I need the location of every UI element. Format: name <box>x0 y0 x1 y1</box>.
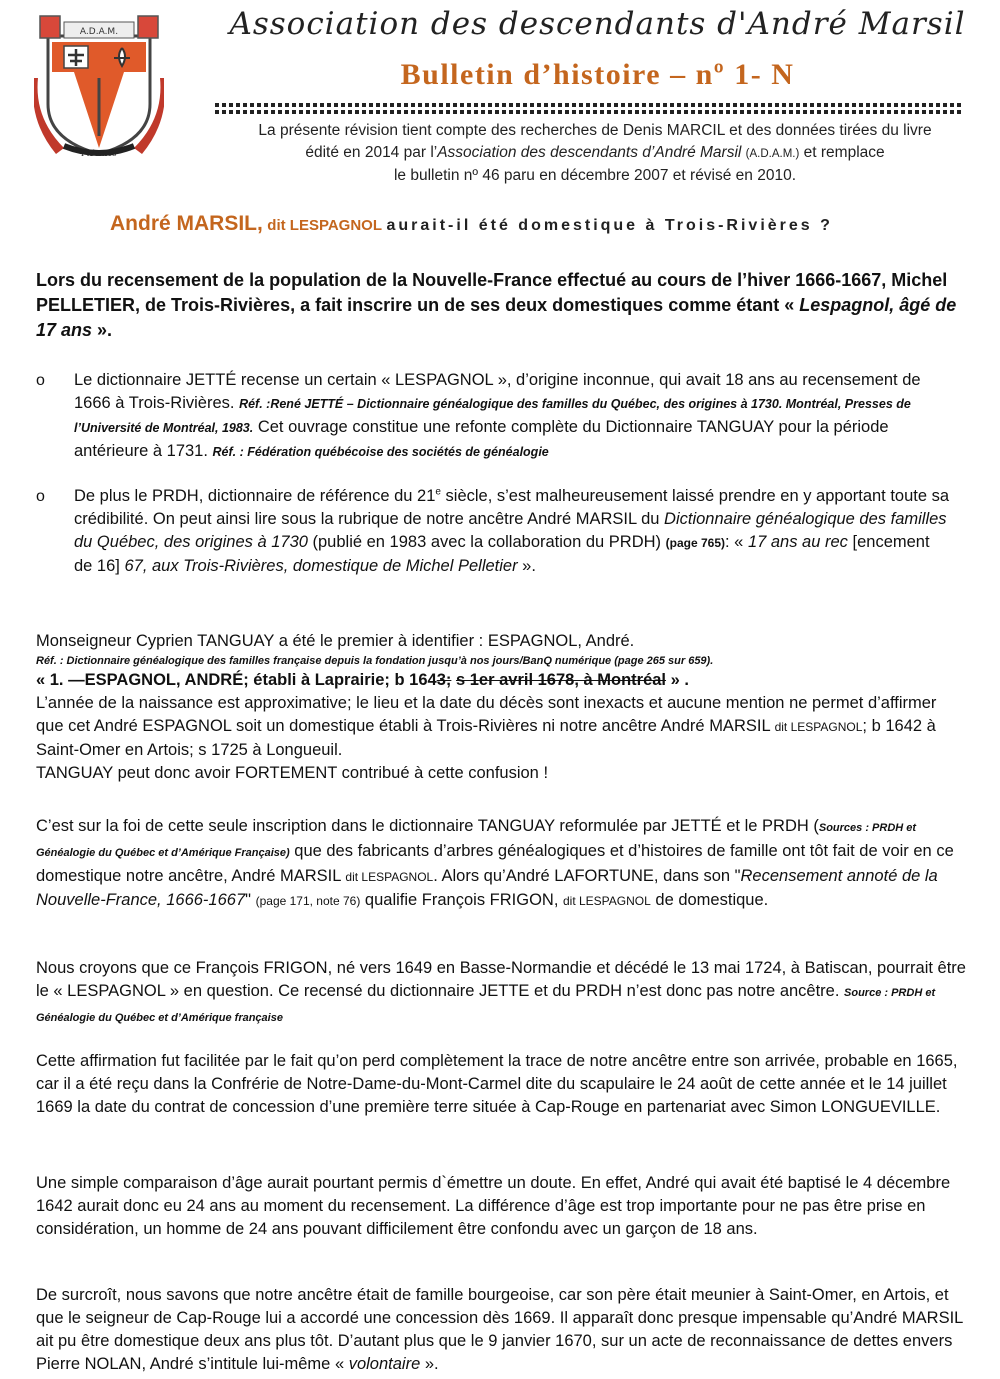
dotted-separator <box>213 102 965 115</box>
title-question: aurait-il été domestique à Trois-Rivières ? <box>386 217 833 234</box>
tanguay-entry: « 1. —ESPAGNOL, ANDRÉ; établi à Laprairie; b 1643; s 1er avril 1678, à Montréal » . <box>36 671 689 689</box>
bulletin-title: Bulletin d’histoire – nº 1- N <box>400 58 795 91</box>
bullet-marker: o <box>36 372 45 389</box>
paragraph-frigon: Nous croyons que ce François FRIGON, né vers 1649 en Basse-Normandie et décédé le 13 mai 1724, à Batiscan, pourrait être le « LESPAGNOL » en question. Ce recensé du dictionnaire JETTE et du PRDH n’est donc pas notre ancêtre. Source : PRDH et Généalogie du Québec et d’Amérique française <box>36 959 966 1024</box>
paragraph-sources: C’est sur la foi de cette seule inscription dans le dictionnaire TANGUAY reformulée par JETTÉ et le PRDH (Sources : PRDH et Généalogie du Québec et d’Amérique Française) que des fabricants d’arbres généalogiques et d’histoires de famille ont tôt fait de voir en ce domestique notre ancêtre, André MARSIL dit LESPAGNOL. Alors qu’André LAFORTUNE, dans son "Recensement annoté de la Nouvelle-France, 1666-1667" (page 171, note 76) qualifie François FRIGON, dit LESPAGNOL de domestique. <box>36 817 954 909</box>
bullet-jette: Le dictionnaire JETTÉ recense un certain « LESPAGNOL », d’origine inconnue, qui avait 18 ans au recensement de 1666 à Trois-Rivières. Réf. :René JETTÉ – Dictionnaire généalogique des familles du Québec, des origines à 1730. Montréal, Presses de l’Université de Montréal, 1983. Cet ouvrage constitue une refonte complète du Dictionnaire TANGUAY pour la période antérieure à 1731. Réf. : Fédération québécoise des sociétés de généalogie <box>74 371 921 460</box>
paragraph-bourgeois: De surcroît, nous savons que notre ancêtre était de famille bourgeoise, car son père était meunier à Saint-Omer, en Artois, et que le seigneur de Cap-Rouge lui a accordé une concession dès 1669. Il apparaît donc presque impensable qu’André MARSIL ait pu être domestique deux ans plus tôt. D’autant plus que le 9 janvier 1670, sur un acte de reconnaissance de dettes envers Pierre NOLAN, André s’intitule lui-même « volontaire ». <box>36 1286 963 1373</box>
article-title <box>110 212 910 236</box>
tanguay-ref: Réf. : Dictionnaire généalogique des familles française depuis la fondation jusqu’à nos jours/BanQ numérique (page 265 sur 659). <box>36 655 714 667</box>
tanguay-section <box>36 630 966 785</box>
title-dit: dit LESPAGNOL <box>267 217 383 234</box>
paragraph-trace: Cette affirmation fut facilitée par le fait qu’on perd complètement la trace de notre ancêtre entre son arrivée, probable en 1665, car il a été reçu dans la Confrérie de Notre-Dame-du-Mont-Carmel dite du scapulaire le 24 août de cette année et le 14 juillet 1669 la date du contrat de concession d’une première terre située à Cap-Rouge en partenariat avec Simon LONGUEVILLE. <box>36 1052 958 1116</box>
tanguay-line-4: TANGUAY peut donc avoir FORTEMENT contribué à cette confusion ! <box>36 764 549 782</box>
revision-line-1: La présente révision tient compte des recherches de Denis MARCIL et des données tirées du livre <box>258 122 932 139</box>
tanguay-line-3: L’année de la naissance est approximative; le lieu et la date du décès sont inexacts et aucune mention ne permet d’affirmer que cet André ESPAGNOL soit un domestique établi à Trois-Rivières ni notre ancêtre André MARSIL dit LESPAGNOL; b 1642 à Saint-Omer en Artois; s 1725 à Longueuil. <box>36 694 937 759</box>
association-title: Association des descendants d'André Marsil <box>229 6 966 42</box>
logo-motto: Fidentes <box>81 149 117 158</box>
title-name: André MARSIL, <box>110 212 263 235</box>
paragraph-age: Une simple comparaison d’âge aurait pourtant permis d`émettre un doute. En effet, André qui avait été baptisé le 4 décembre 1642 aurait donc eu 24 ans au moment du recensement. La différence d’âge est trop importante pour ne pas être prise en considération, un homme de 24 ans pouvant difficilement être confondu avec un garçon de 18 ans. <box>36 1174 951 1238</box>
tanguay-line-1: Monseigneur Cyprien TANGUAY a été le premier à identifier : ESPAGNOL, André. <box>36 632 635 650</box>
revision-note <box>200 120 990 187</box>
bullet-prdh: De plus le PRDH, dictionnaire de référence du 21e siècle, s’est malheureusement laissé prendre en y apportant toute sa crédibilité. On peut ainsi lire sous la rubrique de notre ancêtre André MARSIL du Dictionnaire généalogique des familles du Québec, des origines à 1730 (publié en 1983 avec la collaboration du PRDH) (page 765): « 17 ans au rec [encement de 16] 67, aux Trois-Rivières, domestique de Michel Pelletier ». <box>74 486 950 575</box>
revision-line-2: édité en 2014 par l’Association des descendants d’André Marsil (A.D.A.M.) et remplace <box>305 144 885 161</box>
adam-coat-of-arms-logo <box>34 8 164 160</box>
intro-paragraph: Lors du recensement de la population de la Nouvelle-France effectué au cours de l’hiver 1666-1667, Michel PELLETIER, de Trois-Rivières, a fait inscrire un de ses deux domestiques comme étant « Lespagnol, âgé de 17 ans ». <box>36 270 957 340</box>
logo-text: A.D.A.M. <box>79 27 119 37</box>
revision-line-3: le bulletin nº 46 paru en décembre 2007 et révisé en 2010. <box>393 167 797 184</box>
bullet-marker: o <box>36 488 45 505</box>
